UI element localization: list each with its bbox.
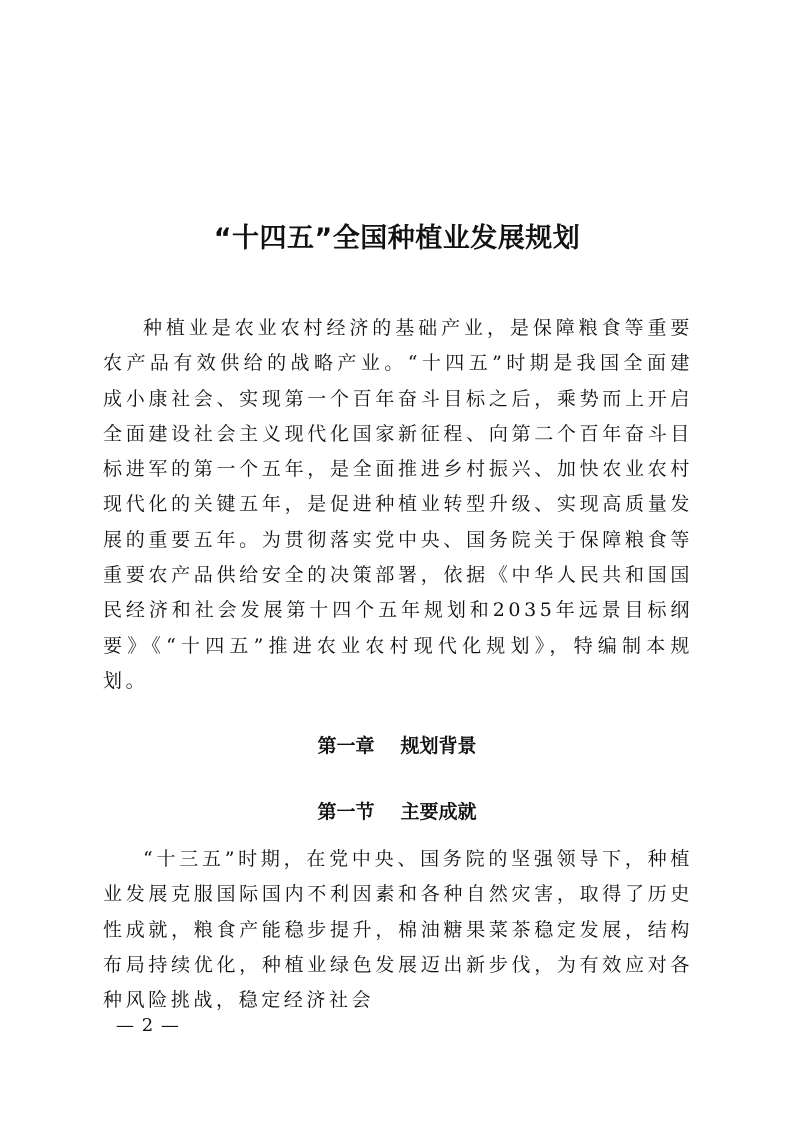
body-paragraph: “十三五”时期，在党中央、国务院的坚强领导下，种植业发展克服国际国内不利因素和各种自然灾害，取得了历史性成就，粮食产能稳步提升，棉油糖果菜茶稳定发展，结构布局持续优化，种植业绿色发展迈出新步伐，为有效应对各种风险挑战，稳定经济社会 <box>103 848 693 1012</box>
chapter-title: 规划背景 <box>400 735 477 757</box>
section-number: 第一节 <box>317 801 375 823</box>
page-number: — 2 — <box>116 1015 180 1036</box>
section-heading <box>0 797 794 827</box>
document-title: “十四五”全国种植业发展规划 <box>213 223 581 254</box>
intro-paragraph: 种植业是农业农村经济的基础产业，是保障粮食等重要农产品有效供给的战略产业。“十四五”时期是我国全面建成小康社会、实现第一个百年奋斗目标之后，乘势而上开启全面建设社会主义现代化国家新征程、向第二个百年奋斗目标进军的第一个五年，是全面推进乡村振兴、加快农业农村现代化的关键五年，是促进种植业转型升级、实现高质量发展的重要五年。为贯彻落实党中央、国务院关于保障粮食等重要农产品供给安全的决策部署，依据《中华人民共和国国民经济和社会发展第十四个五年规划和2035年远景目标纲要》《“十四五”推进农业农村现代化规划》，特编制本规划。 <box>103 317 693 692</box>
section-title: 主要成就 <box>400 801 477 823</box>
chapter-heading <box>0 731 794 761</box>
chapter-number: 第一章 <box>317 735 375 757</box>
